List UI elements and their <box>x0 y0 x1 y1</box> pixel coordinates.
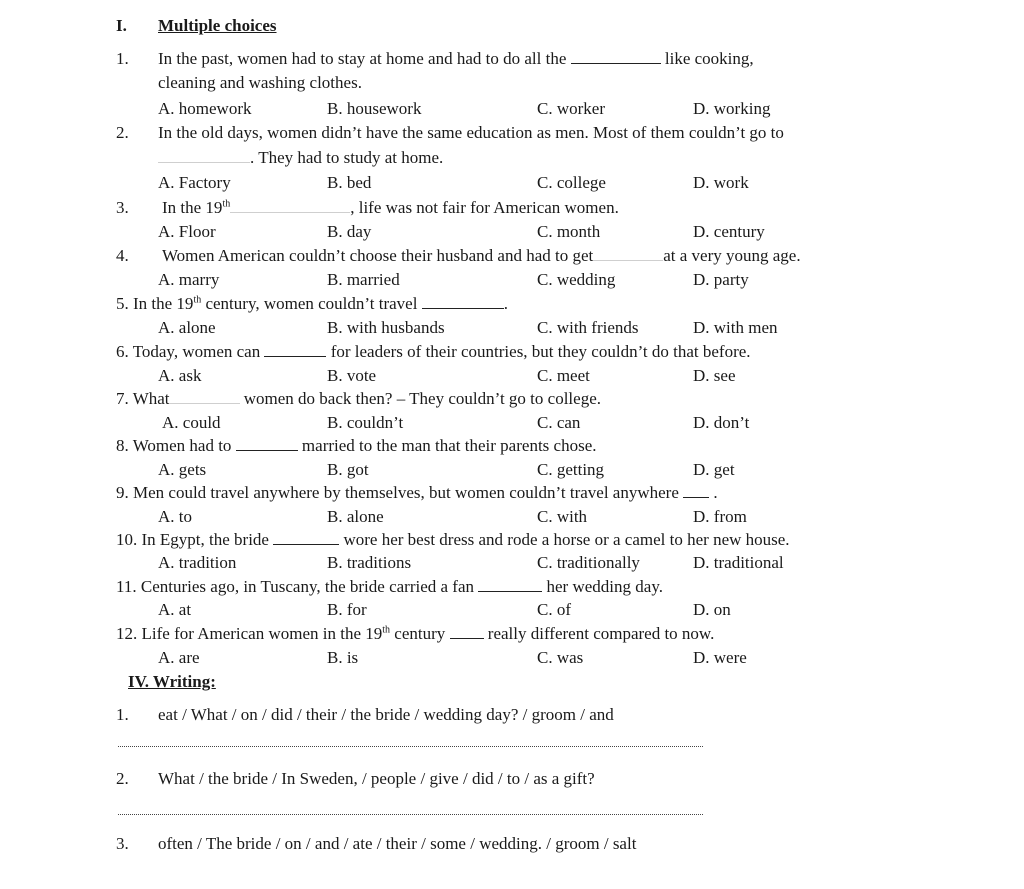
option-d[interactable]: D. party <box>693 270 749 289</box>
answer-blank[interactable] <box>683 481 709 498</box>
option-c[interactable]: C. was <box>537 648 584 667</box>
question-text: In the past, women had to stay at home and had to do all the like cooking, <box>158 49 754 68</box>
option-d[interactable]: D. from <box>693 507 747 526</box>
question-text: 8. Women had to married to the man that their parents chose. <box>116 436 597 455</box>
option-d[interactable]: D. see <box>693 366 736 385</box>
option-d[interactable]: D. working <box>693 99 771 118</box>
answer-blank[interactable] <box>593 244 663 261</box>
section-number: I. <box>116 16 127 35</box>
option-a[interactable]: A. ask <box>158 366 202 385</box>
answer-line[interactable] <box>118 814 703 815</box>
option-b[interactable]: B. day <box>327 222 372 241</box>
question-text: Women American couldn’t choose their husband and had to get at a very young age. <box>162 246 801 265</box>
option-d[interactable]: D. get <box>693 460 735 479</box>
writing-prompt: What / the bride / In Sweden, / people / give / did / to / as a gift? <box>158 769 595 788</box>
option-b[interactable]: B. with husbands <box>327 318 445 337</box>
answer-blank[interactable] <box>422 292 504 309</box>
answer-blank[interactable] <box>273 528 339 545</box>
option-b[interactable]: B. housework <box>327 99 422 118</box>
question-text-continued: cleaning and washing clothes. <box>158 73 362 92</box>
option-c[interactable]: C. college <box>537 173 606 192</box>
section-title: Multiple choices <box>158 16 277 35</box>
question-number: 2. <box>116 123 129 142</box>
option-a[interactable]: A. tradition <box>158 553 237 572</box>
question-text: 6. Today, women can for leaders of their countries, but they couldn’t do that before. <box>116 342 751 361</box>
option-b[interactable]: B. bed <box>327 173 372 192</box>
question-number: 3. <box>116 198 129 217</box>
option-a[interactable]: A. Factory <box>158 173 231 192</box>
question-text: 12. Life for American women in the 19th century really different compared to now. <box>116 624 715 643</box>
writing-number: 1. <box>116 705 129 724</box>
option-c[interactable]: C. traditionally <box>537 553 640 572</box>
option-b[interactable]: B. got <box>327 460 369 479</box>
option-d[interactable]: D. don’t <box>693 413 750 432</box>
option-c[interactable]: C. month <box>537 222 601 241</box>
question-text: In the old days, women didn’t have the same education as men. Most of them couldn’t go to <box>158 123 784 142</box>
question-text: 11. Centuries ago, in Tuscany, the bride carried a fan her wedding day. <box>116 577 663 596</box>
option-a[interactable]: A. could <box>162 413 221 432</box>
option-c[interactable]: C. meet <box>537 366 590 385</box>
option-b[interactable]: B. alone <box>327 507 384 526</box>
writing-number: 3. <box>116 834 129 853</box>
option-c[interactable]: C. with <box>537 507 588 526</box>
option-d[interactable]: D. were <box>693 648 747 667</box>
option-b[interactable]: B. married <box>327 270 400 289</box>
writing-prompt: often / The bride / on / and / ate / their / some / wedding. / groom / salt <box>158 834 637 853</box>
option-b[interactable]: B. vote <box>327 366 377 385</box>
option-c[interactable]: C. wedding <box>537 270 616 289</box>
question-text: 10. In Egypt, the bride wore her best dress and rode a horse or a camel to her new house. <box>116 530 790 549</box>
option-d[interactable]: D. work <box>693 173 749 192</box>
answer-blank[interactable] <box>571 47 661 64</box>
option-a[interactable]: A. alone <box>158 318 216 337</box>
option-b[interactable]: B. is <box>327 648 359 667</box>
question-number: 1. <box>116 49 129 68</box>
option-c[interactable]: C. can <box>537 413 581 432</box>
option-d[interactable]: D. traditional <box>693 553 784 572</box>
option-c[interactable]: C. of <box>537 600 571 619</box>
writing-section-title: IV. Writing: <box>128 672 216 691</box>
question-text: In the 19th , life was not fair for American women. <box>162 198 619 217</box>
answer-blank[interactable] <box>158 146 250 163</box>
question-text: 9. Men could travel anywhere by themselves, but women couldn’t travel anywhere . <box>116 483 718 502</box>
option-a[interactable]: A. marry <box>158 270 220 289</box>
option-d[interactable]: D. century <box>693 222 765 241</box>
answer-line[interactable] <box>118 746 703 747</box>
option-c[interactable]: C. worker <box>537 99 605 118</box>
answer-blank[interactable] <box>450 622 484 639</box>
question-text: 7. What women do back then? – They couldn’t go to college. <box>116 389 601 408</box>
option-d[interactable]: D. with men <box>693 318 778 337</box>
option-d[interactable]: D. on <box>693 600 731 619</box>
answer-blank[interactable] <box>230 196 350 213</box>
option-a[interactable]: A. gets <box>158 460 207 479</box>
option-c[interactable]: C. with friends <box>537 318 639 337</box>
answer-blank[interactable] <box>478 575 542 592</box>
writing-number: 2. <box>116 769 129 788</box>
question-text: 5. In the 19th century, women couldn’t travel . <box>116 294 508 313</box>
writing-prompt: eat / What / on / did / their / the bride / wedding day? / groom / and <box>158 705 614 724</box>
question-number: 4. <box>116 246 129 265</box>
option-a[interactable]: A. Floor <box>158 222 216 241</box>
option-a[interactable]: A. to <box>158 507 192 526</box>
option-b[interactable]: B. couldn’t <box>327 413 404 432</box>
option-b[interactable]: B. traditions <box>327 553 412 572</box>
option-a[interactable]: A. homework <box>158 99 252 118</box>
question-text-continued: . They had to study at home. <box>158 146 443 170</box>
option-b[interactable]: B. for <box>327 600 367 619</box>
answer-blank[interactable] <box>264 340 326 357</box>
answer-blank[interactable] <box>170 387 240 404</box>
answer-blank[interactable] <box>236 434 298 451</box>
option-a[interactable]: A. at <box>158 600 192 619</box>
option-c[interactable]: C. getting <box>537 460 605 479</box>
option-a[interactable]: A. are <box>158 648 200 667</box>
